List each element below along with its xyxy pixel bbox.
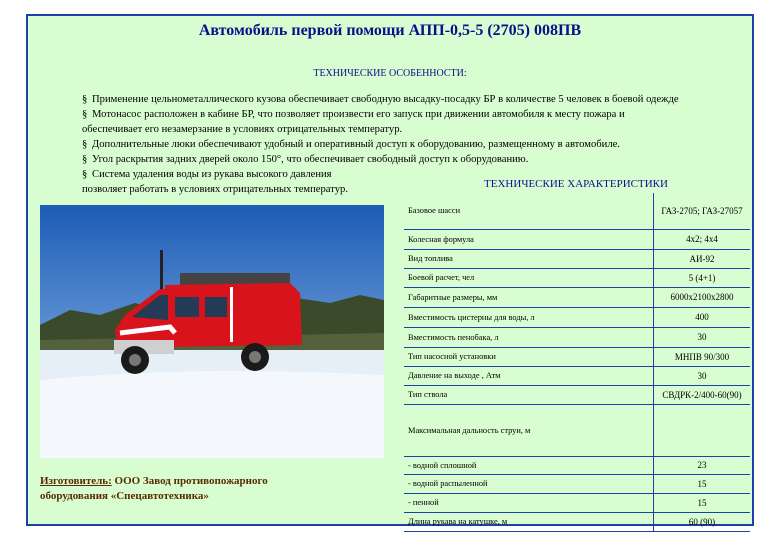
- feature-item: § Угол раскрытия задних дверей около 150°, что обеспечивает свободный доступ к оборудованию.: [82, 154, 529, 165]
- specs-heading: ТЕХНИЧЕСКИЕ ХАРАКТЕРИСТИКИ: [484, 178, 668, 190]
- table-row: - пенной 15: [404, 493, 750, 512]
- table-row: Максимальная дальность струи, м: [404, 404, 750, 456]
- table-row: Давление на выходе , Атм 30: [404, 366, 750, 385]
- table-row: Габаритные размеры, мм 6000х2100х2800: [404, 287, 750, 307]
- features-heading: ТЕХНИЧЕСКИЕ ОСОБЕННОСТИ:: [313, 68, 467, 79]
- table-row: Тип ствола СВДРК-2/400-60(90): [404, 385, 750, 404]
- table-row: Вид топлива АИ-92: [404, 249, 750, 268]
- table-row: Боевой расчет, чел 5 (4+1): [404, 268, 750, 287]
- table-row: Длина рукава на катушке, м 60 (90): [404, 512, 750, 531]
- feature-item: § Мотонасос расположен в кабине БР, что позволяет произвести его запуск при движении автомобиля к месту пожара и: [82, 109, 625, 120]
- table-row: - водной сплошной 23: [404, 456, 750, 474]
- specs-table: [404, 193, 750, 532]
- table-row: Тип насосной установки МНПВ 90/300: [404, 347, 750, 366]
- table-row: - водной распыленной 15: [404, 474, 750, 493]
- table-row: Базовое шасси ГАЗ-2705; ГАЗ-27057: [404, 193, 750, 229]
- table-row: Вместимость цистерны для воды, л 400: [404, 307, 750, 327]
- table-row: Вместимость пенобака, л 30: [404, 327, 750, 347]
- manufacturer: Изготовитель: ООО Завод противопожарного оборудования «Спецавтотехника»: [40, 475, 268, 502]
- table-row: Колесная формула 4х2; 4х4: [404, 229, 750, 249]
- page-title: Автомобиль первой помощи АПП-0,5-5 (2705) 008ПВ: [198, 22, 582, 39]
- feature-item-cont: обеспечивает его незамерзание в условиях отрицательных температур.: [82, 124, 403, 135]
- feature-item: § Применение цельнометаллического кузова обеспечивает свободную высадку-посадку БР в количестве 5 человек в боевой одежде: [82, 94, 679, 105]
- feature-item-cont: позволяет работать в условиях отрицательных температур.: [82, 184, 348, 195]
- feature-item: § Система удаления воды из рукава высокого давления: [82, 169, 332, 180]
- truck-photo: [40, 205, 384, 458]
- feature-item: § Дополнительные люки обеспечивают удобный и оперативный доступ к оборудованию, размещенному в автомобиле.: [82, 139, 620, 150]
